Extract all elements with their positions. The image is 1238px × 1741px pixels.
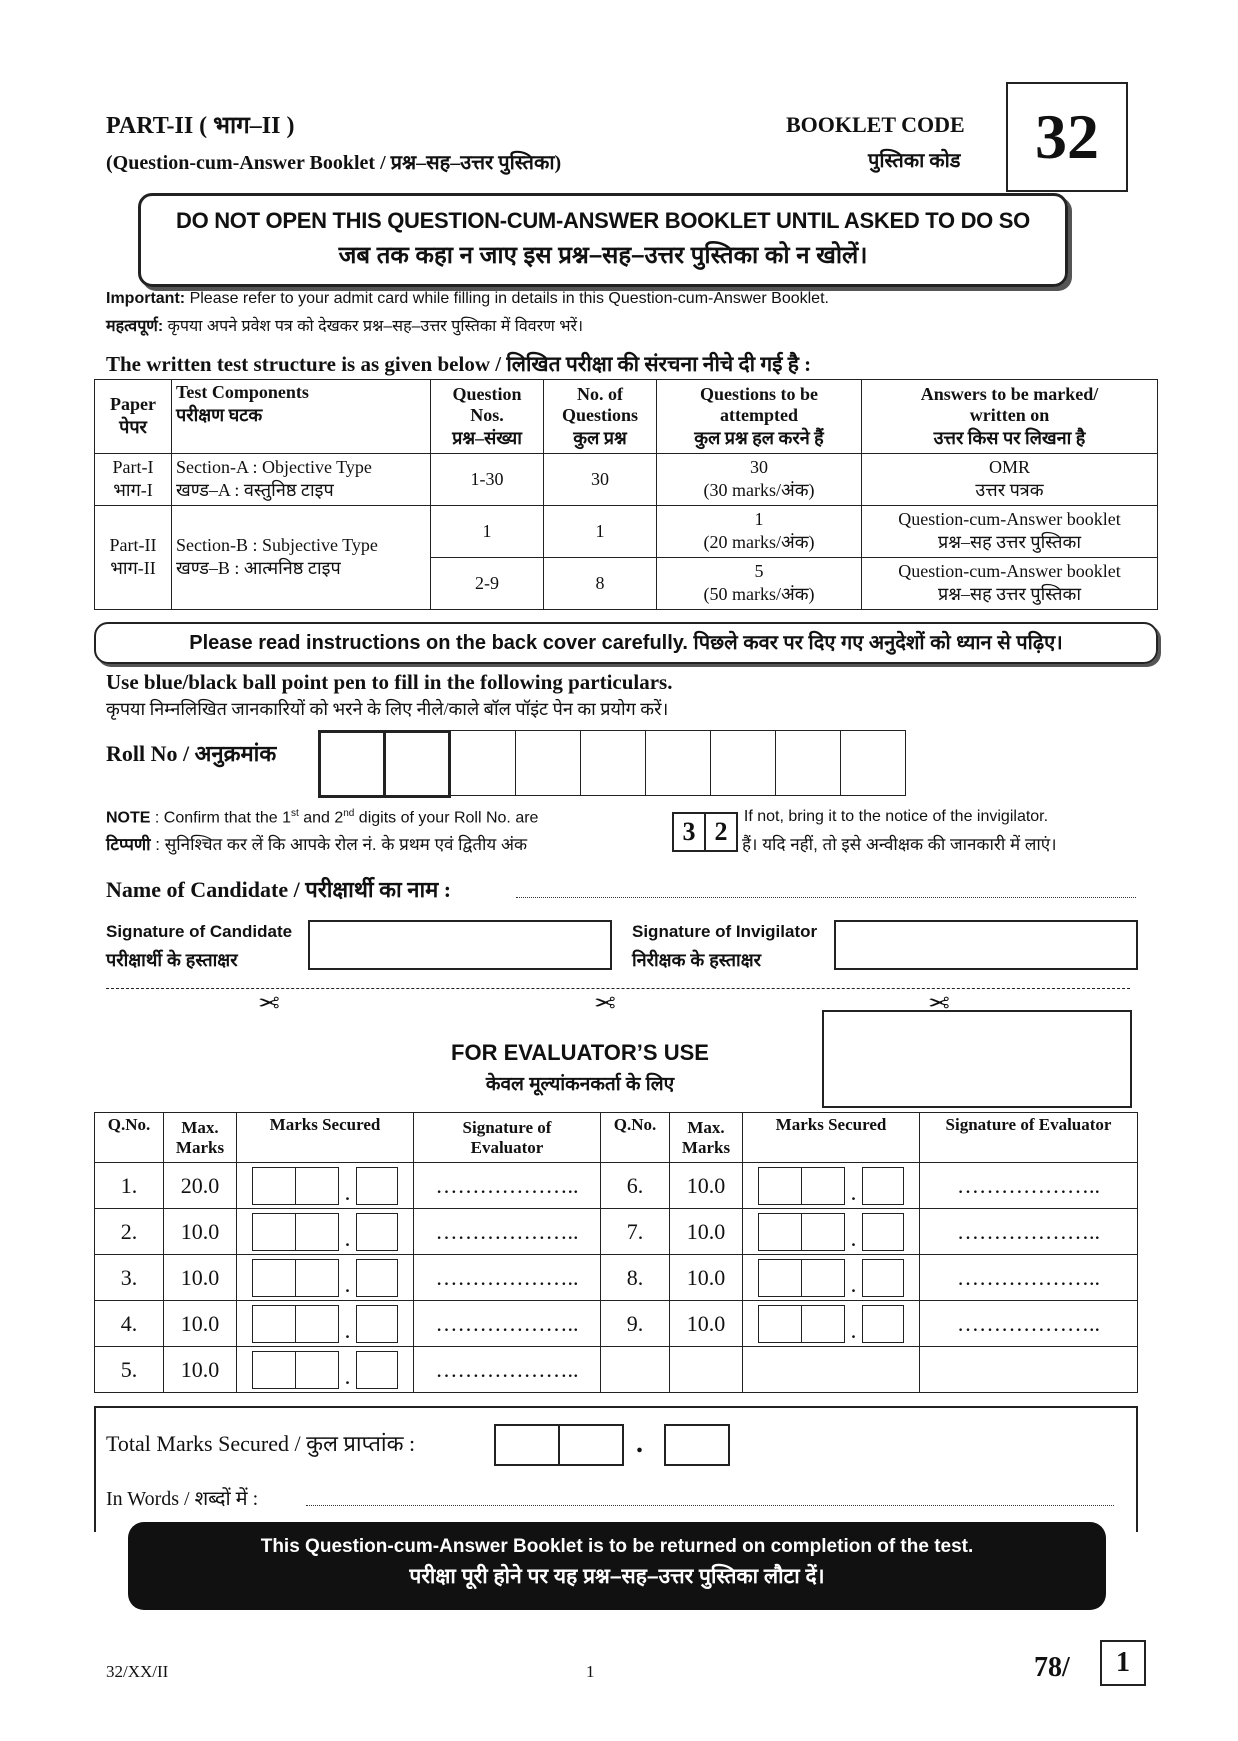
mark-digit-box[interactable] bbox=[252, 1351, 296, 1389]
evaluator-signature-cell[interactable]: ……………….. bbox=[920, 1209, 1138, 1255]
part2-noq-2: 8 bbox=[544, 558, 657, 610]
evaluator-table bbox=[94, 1112, 1138, 1393]
structure-row-part1 bbox=[95, 454, 1158, 506]
total-marks-boxes[interactable] bbox=[494, 1424, 624, 1466]
mark-decimal: . bbox=[345, 1368, 350, 1388]
structure-heading: The written test structure is as given below / लिखित परीक्षा की संरचना नीचे दी गई है : bbox=[106, 352, 812, 376]
structure-header-row bbox=[95, 380, 1158, 454]
header-paper: Paper पेपर bbox=[95, 380, 172, 454]
max-marks: 10.0 bbox=[670, 1255, 743, 1301]
mark-digit-box[interactable] bbox=[862, 1167, 904, 1205]
mark-digit-box[interactable] bbox=[252, 1305, 296, 1343]
empty-cell bbox=[920, 1347, 1138, 1393]
important-text-hindi: कृपया अपने प्रवेश पत्र को देखकर प्रश्न–सह–उत्तर पुस्तिका में विवरण भरें। bbox=[167, 318, 584, 335]
instructions-note: Please read instructions on the back cover carefully. पिछले कवर पर दिए गए अनुदेशों को ध्यान से पढ़िए। bbox=[94, 622, 1158, 664]
evaluator-row bbox=[95, 1301, 1138, 1347]
mark-digit-box[interactable] bbox=[802, 1259, 845, 1297]
header-qno-left: Q.No. bbox=[95, 1113, 164, 1163]
evaluator-signature-cell[interactable]: ……………….. bbox=[920, 1255, 1138, 1301]
serial-number: 78/ bbox=[1034, 1652, 1070, 1683]
header-max-left: Max. Marks bbox=[164, 1113, 237, 1163]
part2-component: Section-B : Subjective Type खण्ड–B : आत्मनिष्ठ टाइप bbox=[172, 506, 431, 610]
note-english: NOTE : Confirm that the 1st and 2nd digits of your Roll No. are bbox=[106, 808, 539, 827]
mark-digit-box[interactable] bbox=[356, 1259, 398, 1297]
mark-digit-box[interactable] bbox=[862, 1305, 904, 1343]
note-hindi-end: हैं। यदि नहीं, तो इसे अन्वीक्षक की जानकारी में लाएं। bbox=[742, 835, 1057, 854]
mark-decimal: . bbox=[851, 1276, 856, 1296]
marks-secured-cell[interactable] bbox=[237, 1163, 414, 1209]
mark-digit-box[interactable] bbox=[758, 1259, 802, 1297]
header-question-nos: Question Nos. प्रश्न–संख्या bbox=[431, 380, 544, 454]
header-qno-right: Q.No. bbox=[601, 1113, 670, 1163]
mark-digit-box[interactable] bbox=[296, 1167, 339, 1205]
warning-line-hindi: जब तक कहा न जाए इस प्रश्न–सह–उत्तर पुस्तिका को न खोलें। bbox=[338, 242, 868, 269]
booklet-code-label-hindi: पुस्तिका कोड bbox=[868, 150, 961, 172]
mark-decimal: . bbox=[345, 1230, 350, 1250]
pen-note-hindi: कृपया निम्नलिखित जानकारियों को भरने के लिए नीले/काले बॉल पॉइंट पेन का प्रयोग करें। bbox=[106, 699, 669, 719]
important-english bbox=[106, 290, 829, 308]
sig-candidate-box[interactable] bbox=[308, 920, 612, 970]
question-number: 1. bbox=[95, 1163, 164, 1209]
return-note-hindi: परीक्षा पूरी होने पर यह प्रश्न–सह–उत्तर पुस्तिका लौटा दें। bbox=[409, 1565, 825, 1588]
evaluator-header-row bbox=[95, 1113, 1138, 1163]
mark-decimal: . bbox=[851, 1184, 856, 1204]
evaluator-signature-cell[interactable]: ……………….. bbox=[414, 1209, 601, 1255]
marks-secured-cell[interactable] bbox=[237, 1301, 414, 1347]
mark-digit-box[interactable] bbox=[802, 1305, 845, 1343]
evaluator-title-hindi: केवल मूल्यांकनकर्ता के लिए bbox=[485, 1074, 675, 1095]
part2-answer-1: Question-cum-Answer booklet प्रश्न–सह उत्तर पुस्तिका bbox=[862, 506, 1158, 558]
note-english-end: . If not, bring it to the notice of the invigilator. bbox=[735, 808, 1049, 825]
max-marks: 20.0 bbox=[164, 1163, 237, 1209]
total-decimal: . bbox=[636, 1428, 643, 1459]
mark-digit-box[interactable] bbox=[802, 1213, 845, 1251]
note-label: NOTE bbox=[106, 809, 151, 827]
sig-invigilator-box[interactable] bbox=[834, 920, 1138, 970]
evaluator-signature-cell[interactable]: ……………….. bbox=[920, 1163, 1138, 1209]
mark-decimal: . bbox=[345, 1184, 350, 1204]
sig-invigilator-label-hindi: निरीक्षक के हस्ताक्षर bbox=[632, 950, 761, 970]
scissors-icon: ✂ bbox=[258, 987, 280, 1016]
marks-secured-cell[interactable] bbox=[743, 1163, 920, 1209]
roll-digit-box[interactable] bbox=[581, 730, 646, 796]
header-secured-left: Marks Secured bbox=[237, 1113, 414, 1163]
sig-invigilator-label: Signature of Invigilator bbox=[632, 922, 818, 941]
roll-digit-box[interactable] bbox=[841, 730, 906, 796]
question-number: 6. bbox=[601, 1163, 670, 1209]
booklet-code: 32 bbox=[1006, 82, 1128, 192]
note-hindi: टिप्पणी : सुनिश्चित कर लें कि आपके रोल नं. के प्रथम एवं द्वितीय अंक bbox=[106, 835, 528, 854]
roll-number-boxes[interactable] bbox=[318, 730, 906, 798]
mark-digit-box[interactable] bbox=[862, 1259, 904, 1297]
roll-digit-box[interactable] bbox=[451, 730, 516, 796]
roll-digit-box[interactable] bbox=[386, 730, 451, 798]
question-number: 3. bbox=[95, 1255, 164, 1301]
evaluator-signature-cell[interactable]: ……………….. bbox=[414, 1163, 601, 1209]
mark-digit-box[interactable] bbox=[296, 1259, 339, 1297]
mark-digit-box[interactable] bbox=[296, 1213, 339, 1251]
header-sig-right: Signature of Evaluator bbox=[920, 1113, 1138, 1163]
scissors-icon: ✂ bbox=[928, 987, 950, 1016]
evaluator-row bbox=[95, 1347, 1138, 1393]
part1-noq: 30 bbox=[544, 454, 657, 506]
max-marks: 10.0 bbox=[164, 1255, 237, 1301]
important-label-hindi: महत्वपूर्ण: bbox=[106, 318, 164, 335]
question-number: 2. bbox=[95, 1209, 164, 1255]
roll-digit-box[interactable] bbox=[646, 730, 711, 796]
marks-secured-cell[interactable] bbox=[743, 1255, 920, 1301]
total-decimal-box[interactable] bbox=[664, 1424, 730, 1466]
empty-cell bbox=[743, 1347, 920, 1393]
evaluator-row bbox=[95, 1163, 1138, 1209]
candidate-name-label: Name of Candidate / परीक्षार्थी का नाम : bbox=[106, 877, 452, 902]
mark-decimal: . bbox=[345, 1276, 350, 1296]
serial-box: 1 bbox=[1100, 1640, 1146, 1686]
part-subtitle: (Question-cum-Answer Booklet / प्रश्न–सह–उत्तर पुस्तिका) bbox=[106, 152, 562, 174]
max-marks: 10.0 bbox=[670, 1163, 743, 1209]
part1-qnos: 1-30 bbox=[431, 454, 544, 506]
evaluator-stamp-box[interactable] bbox=[822, 1010, 1132, 1108]
booklet-code-label: BOOKLET CODE bbox=[786, 112, 965, 137]
mark-digit-box[interactable] bbox=[758, 1167, 802, 1205]
mark-digit-box[interactable] bbox=[356, 1305, 398, 1343]
mark-digit-box[interactable] bbox=[862, 1213, 904, 1251]
part-title: PART-II ( भाग–II ) bbox=[106, 113, 295, 139]
question-number: 5. bbox=[95, 1347, 164, 1393]
candidate-name-field[interactable] bbox=[516, 896, 1136, 898]
in-words-field[interactable] bbox=[306, 1504, 1114, 1506]
confirm-digit: 2 bbox=[706, 812, 738, 852]
header-answers: Answers to be marked/ written on उत्तर किस पर लिखना है bbox=[862, 380, 1158, 454]
sig-candidate-label: Signature of Candidate bbox=[106, 922, 293, 941]
confirm-digit: 3 bbox=[672, 812, 706, 852]
max-marks: 10.0 bbox=[670, 1301, 743, 1347]
in-words-label: In Words / शब्दों में : bbox=[106, 1488, 259, 1510]
evaluator-row bbox=[95, 1209, 1138, 1255]
return-note-english: This Question-cum-Answer Booklet is to be returned on completion of the test. bbox=[260, 1536, 974, 1557]
part2-qnos-2: 2-9 bbox=[431, 558, 544, 610]
evaluator-title: FOR EVALUATOR’S USE bbox=[451, 1040, 709, 1065]
marks-secured-cell[interactable] bbox=[237, 1347, 414, 1393]
important-text: Please refer to your admit card while filling in details in this Question-cum-Answer Booklet. bbox=[189, 290, 829, 307]
header-max-right: Max. Marks bbox=[670, 1113, 743, 1163]
header-attempted: Questions to be attempted कुल प्रश्न हल करने हैं bbox=[657, 380, 862, 454]
warning-line-english: DO NOT OPEN THIS QUESTION-CUM-ANSWER BOOKLET UNTIL ASKED TO DO SO bbox=[175, 208, 1030, 233]
page-number: 1 bbox=[586, 1662, 595, 1681]
sig-candidate-label-hindi: परीक्षार्थी के हस्ताक्षर bbox=[106, 950, 238, 970]
mark-digit-box[interactable] bbox=[802, 1167, 845, 1205]
max-marks: 10.0 bbox=[164, 1301, 237, 1347]
pen-note-english: Use blue/black ball point pen to fill in the following particulars. bbox=[106, 670, 673, 694]
mark-digit-box[interactable] bbox=[356, 1213, 398, 1251]
empty-cell bbox=[670, 1347, 743, 1393]
question-number: 9. bbox=[601, 1301, 670, 1347]
part1-attempt: 30 (30 marks/अंक) bbox=[657, 454, 862, 506]
max-marks: 10.0 bbox=[164, 1209, 237, 1255]
question-number: 7. bbox=[601, 1209, 670, 1255]
roll-digit-box[interactable] bbox=[711, 730, 776, 796]
marks-secured-cell[interactable] bbox=[743, 1301, 920, 1347]
roll-digit-box[interactable] bbox=[776, 730, 841, 796]
part2-qnos-1: 1 bbox=[431, 506, 544, 558]
header-no-of-questions: No. of Questions कुल प्रश्न bbox=[544, 380, 657, 454]
mark-digit-box[interactable] bbox=[296, 1351, 339, 1389]
max-marks: 10.0 bbox=[670, 1209, 743, 1255]
part2-noq-1: 1 bbox=[544, 506, 657, 558]
evaluator-signature-cell[interactable]: ……………….. bbox=[414, 1255, 601, 1301]
marks-secured-cell[interactable] bbox=[237, 1255, 414, 1301]
important-label: Important: bbox=[106, 290, 186, 307]
marks-secured-cell[interactable] bbox=[743, 1209, 920, 1255]
mark-digit-box[interactable] bbox=[252, 1167, 296, 1205]
header-sig-left: Signature of Evaluator bbox=[414, 1113, 601, 1163]
roll-label: Roll No / अनुक्रमांक bbox=[106, 741, 277, 766]
mark-digit-box[interactable] bbox=[252, 1259, 296, 1297]
scissors-icon: ✂ bbox=[594, 987, 616, 1016]
return-note bbox=[128, 1522, 1106, 1610]
footer-code: 32/XX/II bbox=[106, 1662, 169, 1681]
part2-attempt-1: 1 (20 marks/अंक) bbox=[657, 506, 862, 558]
mark-digit-box[interactable] bbox=[758, 1305, 802, 1343]
structure-table bbox=[94, 379, 1158, 610]
mark-digit-box[interactable] bbox=[296, 1305, 339, 1343]
important-hindi bbox=[106, 314, 583, 336]
mark-digit-box[interactable] bbox=[758, 1213, 802, 1251]
roll-digit-box[interactable] bbox=[318, 730, 386, 798]
mark-decimal: . bbox=[851, 1322, 856, 1342]
part1-paper: Part-I भाग-I bbox=[95, 454, 172, 506]
mark-digit-box[interactable] bbox=[252, 1213, 296, 1251]
part2-answer-2: Question-cum-Answer booklet प्रश्न–सह उत्तर पुस्तिका bbox=[862, 558, 1158, 610]
max-marks: 10.0 bbox=[164, 1347, 237, 1393]
question-number: 4. bbox=[95, 1301, 164, 1347]
question-number: 8. bbox=[601, 1255, 670, 1301]
evaluator-signature-cell[interactable]: ……………….. bbox=[414, 1301, 601, 1347]
header-components: Test Components परीक्षण घटक bbox=[172, 380, 431, 454]
roll-digit-box[interactable] bbox=[516, 730, 581, 796]
confirm-digits bbox=[672, 812, 738, 852]
evaluator-signature-cell[interactable]: ……………….. bbox=[414, 1347, 601, 1393]
empty-cell bbox=[601, 1347, 670, 1393]
evaluator-row bbox=[95, 1255, 1138, 1301]
warning-box bbox=[138, 193, 1068, 287]
total-digit-box[interactable] bbox=[494, 1424, 560, 1466]
header-secured-right: Marks Secured bbox=[743, 1113, 920, 1163]
mark-digit-box[interactable] bbox=[356, 1351, 398, 1389]
evaluator-signature-cell[interactable]: ……………….. bbox=[920, 1301, 1138, 1347]
marks-secured-cell[interactable] bbox=[237, 1209, 414, 1255]
structure-row-part2-a bbox=[95, 506, 1158, 558]
part1-answer: OMR उत्तर पत्रक bbox=[862, 454, 1158, 506]
total-digit-box[interactable] bbox=[664, 1424, 730, 1466]
part2-paper: Part-II भाग-II bbox=[95, 506, 172, 610]
mark-decimal: . bbox=[345, 1322, 350, 1342]
note-label-hindi: टिप्पणी bbox=[106, 835, 151, 854]
mark-decimal: . bbox=[851, 1230, 856, 1250]
total-digit-box[interactable] bbox=[560, 1424, 624, 1466]
mark-digit-box[interactable] bbox=[356, 1167, 398, 1205]
part1-component: Section-A : Objective Type खण्ड–A : वस्तुनिष्ठ टाइप bbox=[172, 454, 431, 506]
total-marks-label: Total Marks Secured / कुल प्राप्तांक : bbox=[106, 1431, 416, 1456]
part2-attempt-2: 5 (50 marks/अंक) bbox=[657, 558, 862, 610]
